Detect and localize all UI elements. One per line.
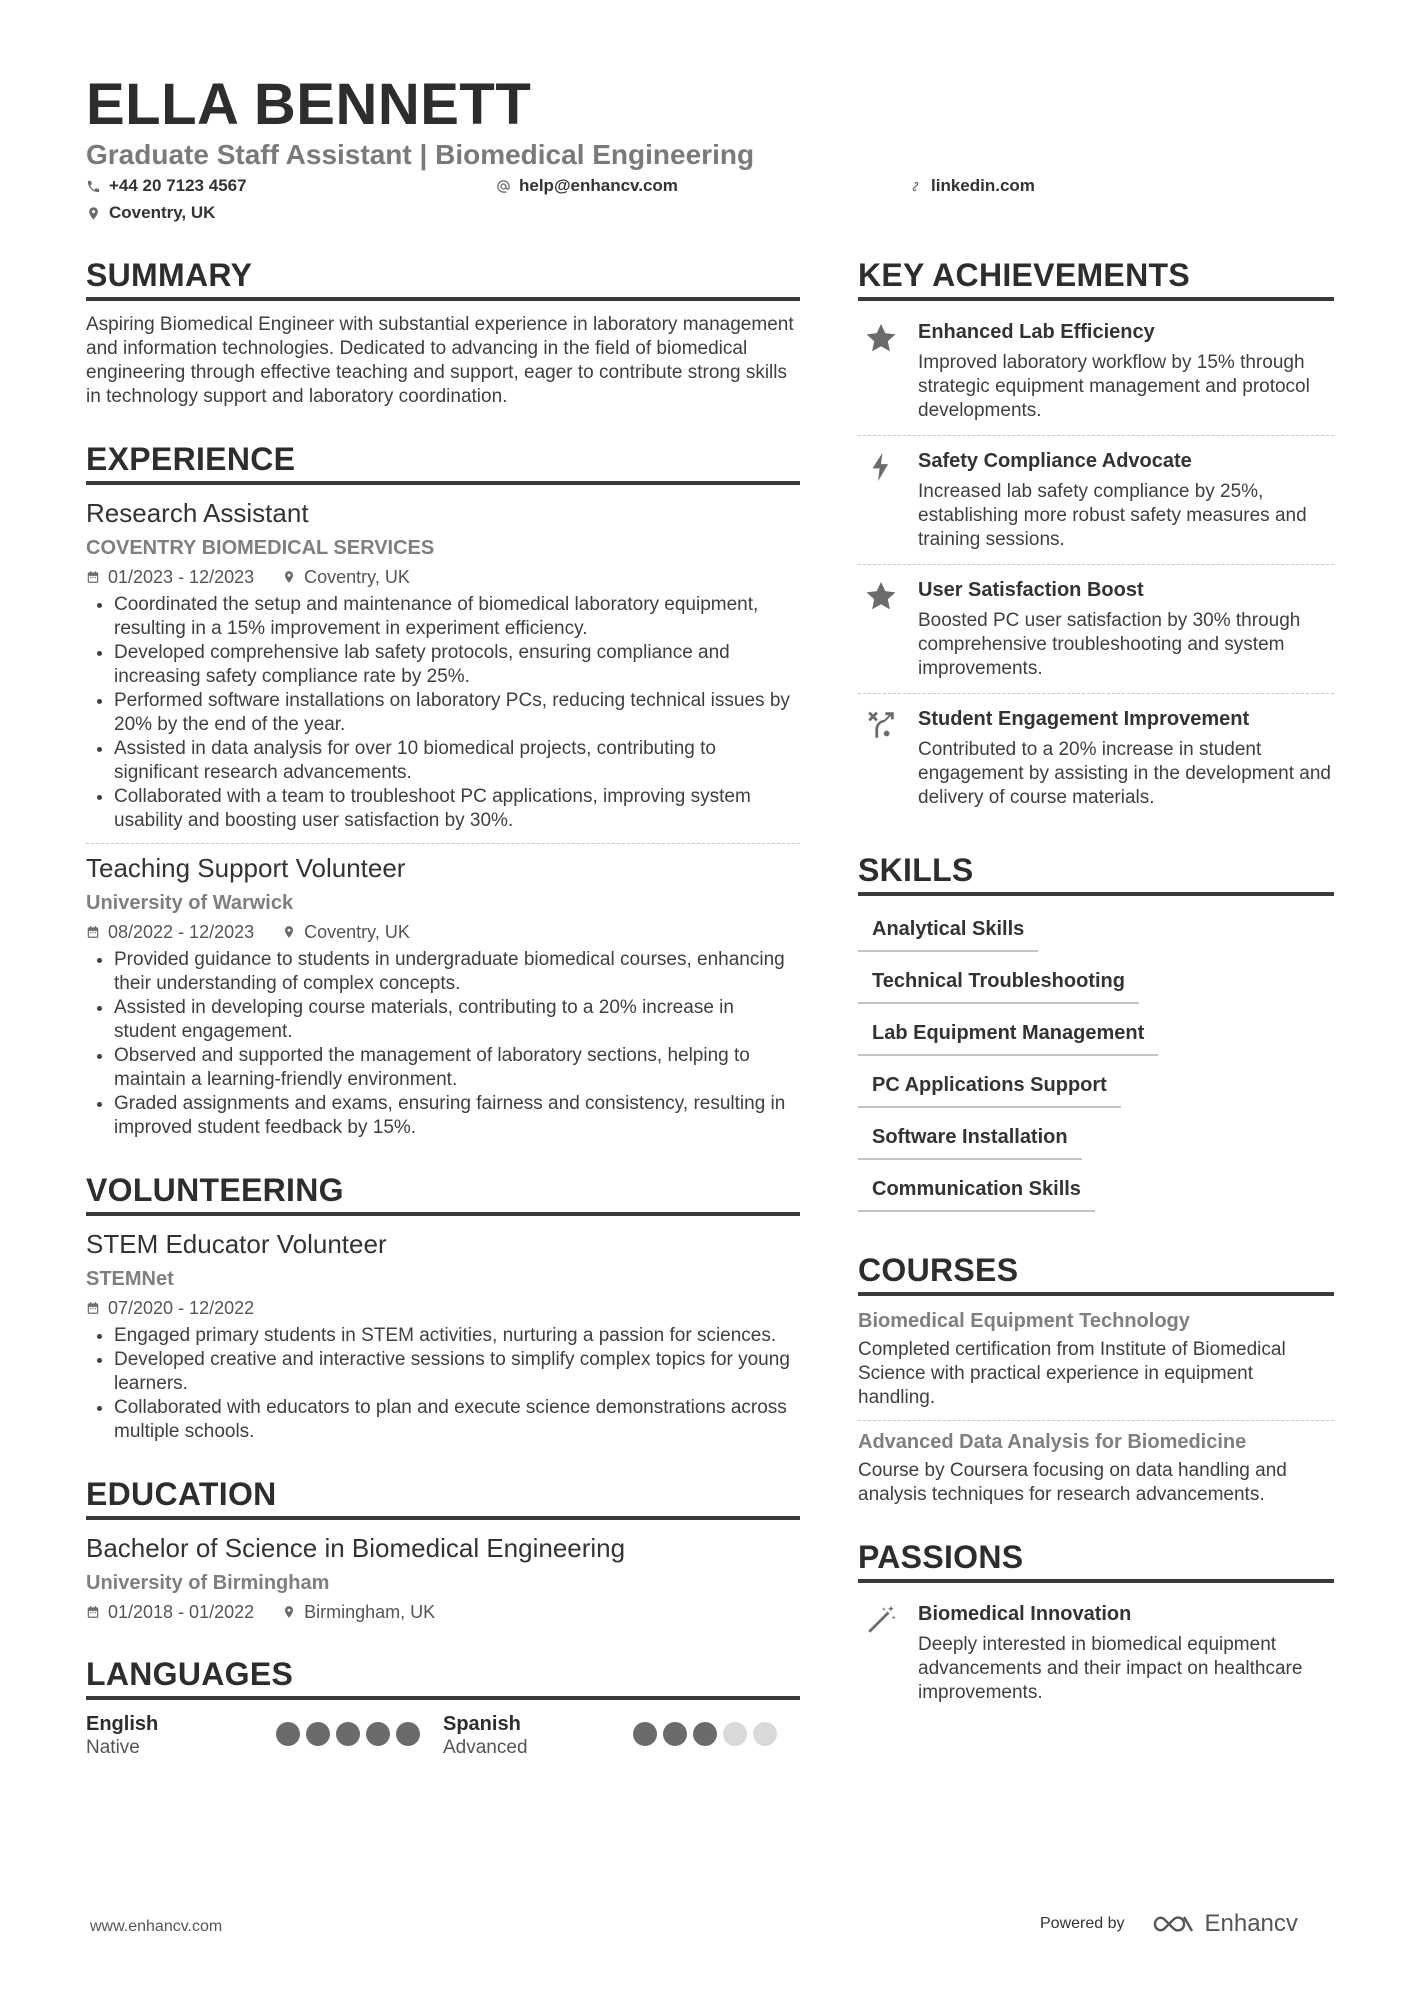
left-column xyxy=(86,255,800,1790)
strategy-icon xyxy=(864,708,898,742)
contact-phone xyxy=(86,175,247,197)
language-rating xyxy=(633,1722,777,1746)
achievement-title: Enhanced Lab Efficiency xyxy=(918,321,1155,343)
skills-list xyxy=(858,908,1334,1220)
bullet: • Collaborated with educators to plan and execute science demonstrations across multiple schools. xyxy=(114,1396,800,1444)
powered-by-text: Powered by xyxy=(1040,1915,1125,1932)
volunteer-bullets xyxy=(86,1324,800,1444)
at-icon xyxy=(496,179,511,194)
education-dates: 01/2018 - 01/2022 xyxy=(108,1602,255,1622)
phone-text: +44 20 7123 4567 xyxy=(109,176,247,195)
linkedin-text: linkedin.com xyxy=(931,176,1035,195)
passion-text: Deeply interested in biomedical equipment advancements and their impact on healthcare improvements. xyxy=(918,1634,1303,1703)
divider xyxy=(858,564,1334,565)
right-column xyxy=(858,255,1334,1745)
rating-dot xyxy=(753,1722,777,1746)
job-dates: 01/2023 - 12/2023 xyxy=(108,567,255,587)
bullet: • Assisted in data analysis for over 10 biomedical projects, contributing to significant research advancements. xyxy=(114,737,800,785)
achievement-item xyxy=(858,571,1334,691)
skill-tag: Analytical Skills xyxy=(858,908,1038,952)
location-pin-icon xyxy=(282,570,296,584)
divider xyxy=(858,693,1334,694)
rating-dot xyxy=(276,1722,300,1746)
rating-dot xyxy=(366,1722,390,1746)
degree: Bachelor of Science in Biomedical Engineering xyxy=(86,1533,626,1563)
education-heading: EDUCATION xyxy=(86,1474,800,1520)
skill-tag: PC Applications Support xyxy=(858,1064,1121,1108)
achievement-item xyxy=(858,442,1334,562)
rating-dot xyxy=(723,1722,747,1746)
headline: Graduate Staff Assistant | Biomedical Engineering xyxy=(86,139,755,170)
course-item xyxy=(858,1308,1334,1410)
passions-heading: PASSIONS xyxy=(858,1537,1334,1583)
volunteer-dates: 07/2020 - 12/2022 xyxy=(108,1298,255,1318)
summary-heading: SUMMARY xyxy=(86,255,800,301)
location-pin-icon xyxy=(282,1605,296,1619)
divider xyxy=(86,843,800,844)
bullet: • Graded assignments and exams, ensuring fairness and consistency, resulting in improved student feedback by 15%. xyxy=(114,1092,800,1140)
job-meta xyxy=(86,920,800,944)
course-text: Course by Coursera focusing on data handling and analysis techniques for research advancements. xyxy=(858,1460,1287,1505)
skill-tag: Software Installation xyxy=(858,1116,1082,1160)
location-pin-icon xyxy=(282,925,296,939)
location-pin-icon xyxy=(86,206,101,221)
achievement-text: Boosted PC user satisfaction by 30% through comprehensive troubleshooting and system improvements. xyxy=(918,610,1301,679)
enhancv-logo[interactable] xyxy=(1151,1910,1298,1938)
education-section xyxy=(86,1474,800,1624)
courses-heading: COURSES xyxy=(858,1250,1334,1296)
bullet: • Assisted in developing course materials, contributing to a 20% increase in student engagement. xyxy=(114,996,800,1044)
passions-section xyxy=(858,1537,1334,1715)
summary-section xyxy=(86,255,800,409)
candidate-name: ELLA BENNETT xyxy=(86,72,532,137)
education-location: Birmingham, UK xyxy=(304,1602,436,1622)
phone-icon xyxy=(86,179,101,194)
star-icon xyxy=(864,579,898,613)
rating-dot xyxy=(306,1722,330,1746)
skill-tag: Communication Skills xyxy=(858,1168,1095,1212)
job-role: Teaching Support Volunteer xyxy=(86,853,406,883)
languages-section xyxy=(86,1654,800,1760)
bullet: • Developed comprehensive lab safety protocols, ensuring compliance and increasing safety compliance rate by 25%. xyxy=(114,641,800,689)
divider xyxy=(858,1420,1334,1421)
job-bullets xyxy=(86,593,800,833)
calendar-icon xyxy=(86,925,100,939)
calendar-icon xyxy=(86,1605,100,1619)
rating-dot xyxy=(693,1722,717,1746)
language-level: Advanced xyxy=(443,1737,528,1758)
language-item xyxy=(86,1712,443,1760)
experience-entry xyxy=(86,852,800,1140)
job-meta xyxy=(86,565,800,589)
volunteer-org: STEMNet xyxy=(86,1268,174,1290)
contact-linkedin[interactable] xyxy=(908,175,1035,197)
job-role: Research Assistant xyxy=(86,498,309,528)
job-company: COVENTRY BIOMEDICAL SERVICES xyxy=(86,537,435,559)
language-name: English xyxy=(86,1713,159,1735)
footer-website[interactable]: www.enhancv.com xyxy=(90,1918,223,1935)
location-text: Coventry, UK xyxy=(109,203,216,222)
job-bullets xyxy=(86,948,800,1140)
experience-entry xyxy=(86,497,800,833)
passion-item xyxy=(858,1595,1334,1715)
job-location: Coventry, UK xyxy=(304,922,410,942)
education-meta xyxy=(86,1600,800,1624)
achievements-heading: KEY ACHIEVEMENTS xyxy=(858,255,1334,301)
skills-section xyxy=(858,850,1334,1220)
language-name: Spanish xyxy=(443,1713,521,1735)
bullet: • Performed software installations on laboratory PCs, reducing technical issues by 20% by the end of the year. xyxy=(114,689,800,737)
magic-wand-icon xyxy=(864,1603,898,1637)
bullet: • Coordinated the setup and maintenance of biomedical laboratory equipment, resulting in a 15% improvement in experiment efficiency. xyxy=(114,593,800,641)
language-level: Native xyxy=(86,1737,140,1758)
achievement-text: Increased lab safety compliance by 25%, establishing more robust safety measures and training sessions. xyxy=(918,481,1307,550)
course-item xyxy=(858,1429,1334,1507)
courses-section xyxy=(858,1250,1334,1507)
contact-location xyxy=(86,202,215,224)
footer-branding xyxy=(1040,1910,1298,1938)
summary-text: Aspiring Biomedical Engineer with substantial experience in laboratory management and information technologies. Dedicated to advancing in the field of biomedical engineering through effective teaching and support, eager to contribute strong skills in technology support and laboratory coordination. xyxy=(86,314,794,407)
bullet: • Provided guidance to students in undergraduate biomedical courses, enhancing their understanding of complex concepts. xyxy=(114,948,800,996)
divider xyxy=(858,435,1334,436)
star-icon xyxy=(864,321,898,355)
skill-tag: Technical Troubleshooting xyxy=(858,960,1139,1004)
course-text: Completed certification from Institute of Biomedical Science with practical experience in equipment handling. xyxy=(858,1339,1286,1408)
experience-section xyxy=(86,439,800,1140)
bullet: • Engaged primary students in STEM activities, nurturing a passion for sciences. xyxy=(114,1324,800,1348)
skills-heading: SKILLS xyxy=(858,850,1334,896)
bullet: • Observed and supported the management of laboratory sections, helping to maintain a learning-friendly environment. xyxy=(114,1044,800,1092)
rating-dot xyxy=(633,1722,657,1746)
rating-dot xyxy=(336,1722,360,1746)
languages-heading: LANGUAGES xyxy=(86,1654,800,1700)
achievement-item xyxy=(858,700,1334,820)
calendar-icon xyxy=(86,570,100,584)
calendar-icon xyxy=(86,1301,100,1315)
achievement-title: User Satisfaction Boost xyxy=(918,579,1144,601)
achievement-title: Student Engagement Improvement xyxy=(918,708,1250,730)
achievement-title: Safety Compliance Advocate xyxy=(918,450,1192,472)
brand-name: Enhancv xyxy=(1204,1910,1298,1937)
bullet: • Collaborated with a team to troubleshoot PC applications, improving system usability and boosting user satisfaction by 30%. xyxy=(114,785,800,833)
achievement-item xyxy=(858,313,1334,433)
rating-dot xyxy=(663,1722,687,1746)
course-title: Advanced Data Analysis for Biomedicine xyxy=(858,1431,1247,1453)
job-company: University of Warwick xyxy=(86,892,294,914)
passion-title: Biomedical Innovation xyxy=(918,1603,1132,1625)
skill-tag: Lab Equipment Management xyxy=(858,1012,1158,1056)
contact-email[interactable] xyxy=(496,175,678,197)
course-title: Biomedical Equipment Technology xyxy=(858,1310,1190,1332)
languages-list xyxy=(86,1712,800,1760)
language-item xyxy=(443,1712,800,1760)
language-rating xyxy=(276,1722,420,1746)
volunteering-heading: VOLUNTEERING xyxy=(86,1170,800,1216)
job-dates: 08/2022 - 12/2023 xyxy=(108,922,255,942)
volunteer-meta xyxy=(86,1296,800,1320)
achievement-text: Improved laboratory workflow by 15% through strategic equipment management and protocol developments. xyxy=(918,352,1310,421)
experience-heading: EXPERIENCE xyxy=(86,439,800,485)
bullet: • Developed creative and interactive sessions to simplify complex topics for young learners. xyxy=(114,1348,800,1396)
school: University of Birmingham xyxy=(86,1572,330,1594)
enhancv-logo-icon xyxy=(1151,1912,1197,1936)
achievements-section xyxy=(858,255,1334,820)
email-text: help@enhancv.com xyxy=(519,176,678,195)
link-icon xyxy=(908,179,923,194)
rating-dot xyxy=(396,1722,420,1746)
achievement-text: Contributed to a 20% increase in student engagement by assisting in the development and delivery of course materials. xyxy=(918,739,1331,808)
volunteering-section xyxy=(86,1170,800,1444)
lightning-icon xyxy=(864,450,898,484)
volunteer-role: STEM Educator Volunteer xyxy=(86,1229,387,1259)
job-location: Coventry, UK xyxy=(304,567,410,587)
